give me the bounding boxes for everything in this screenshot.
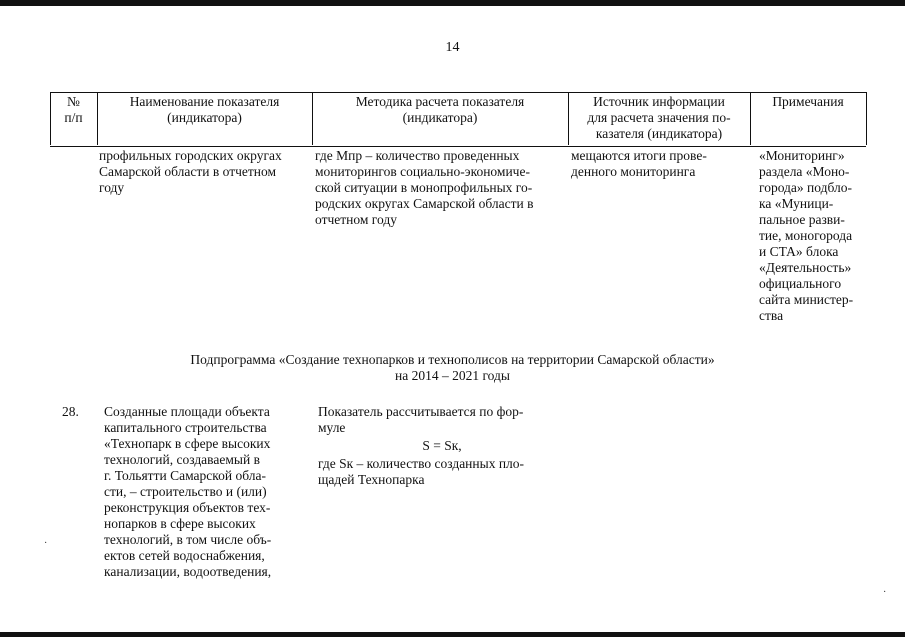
- text-line: мониторингов социально-экономиче-: [315, 164, 530, 179]
- text-line: города» подбло-: [759, 180, 853, 195]
- header-line: п/п: [64, 110, 83, 125]
- row-28-number: 28.: [62, 404, 79, 419]
- formula: S = Sк,: [422, 438, 462, 453]
- page-number: 14: [445, 40, 460, 55]
- scan-speck: ·: [44, 538, 48, 549]
- text-line: канализации, водоотведения,: [104, 564, 272, 579]
- header-line: №: [67, 94, 80, 109]
- cont-method-cell: [315, 148, 567, 228]
- text-line: щадей Технопарка: [318, 472, 425, 487]
- text-line: Созданные площади объекта: [104, 404, 270, 419]
- section-title: [0, 352, 905, 384]
- text-line: где Sк – количество созданных пло-: [318, 456, 525, 471]
- header-line: казателя (индикатора): [595, 126, 723, 141]
- header-line: Примечания: [772, 94, 844, 109]
- text-line: родских округах Самарской области в: [315, 196, 534, 211]
- header-line: для расчета значения по-: [587, 110, 731, 125]
- top-border: [0, 0, 905, 6]
- text-line: муле: [318, 420, 346, 435]
- cont-notes-cell: [759, 148, 866, 324]
- text-line: профильных городских округах: [99, 148, 282, 163]
- text-line: реконструкция объектов тех-: [104, 500, 271, 515]
- text-line: Показатель рассчитывается по фор-: [318, 404, 524, 419]
- text-line: «Мониторинг»: [759, 148, 845, 163]
- text-line: году: [99, 180, 125, 195]
- header-notes: [750, 92, 866, 145]
- scan-speck: ·: [883, 587, 887, 598]
- text-line: мещаются итоги прове-: [571, 148, 707, 163]
- header-line: (индикатора): [167, 110, 242, 125]
- text-line: ка «Муници-: [759, 196, 834, 211]
- section-title-line: на 2014 – 2021 годы: [395, 368, 510, 383]
- text-line: официального: [759, 276, 842, 291]
- text-line: технологий, создаваемый в: [104, 452, 260, 467]
- cont-source-cell: [571, 148, 751, 180]
- text-line: ектов сетей водоснабжения,: [104, 548, 265, 563]
- bottom-border: [0, 632, 905, 637]
- text-line: сти, – строительство и (или): [104, 484, 267, 499]
- header-num: [50, 92, 97, 145]
- text-line: и СТА» блока: [759, 244, 839, 259]
- header-line: Наименование показателя: [129, 94, 280, 109]
- text-line: «Деятельность»: [759, 260, 852, 275]
- text-line: г. Тольятти Самарской обла-: [104, 468, 266, 483]
- text-line: тие, моногорода: [759, 228, 853, 243]
- header-line: Источник информации: [593, 94, 725, 109]
- text-line: отчетном году: [315, 212, 397, 227]
- row-28-name-cell: [104, 404, 307, 580]
- text-line: Самарской области в отчетном: [99, 164, 277, 179]
- header-source: [568, 92, 750, 145]
- header-name: [97, 92, 312, 145]
- text-line: капитального строительства: [104, 420, 267, 435]
- text-line: пальное разви-: [759, 212, 845, 227]
- row-28-method-cell: [318, 404, 566, 488]
- text-line: где Мпр – количество проведенных: [315, 148, 520, 163]
- text-line: «Технопарк в сфере высоких: [104, 436, 271, 451]
- text-line: денного мониторинга: [571, 164, 696, 179]
- table-border-right: [866, 92, 867, 145]
- header-line: (индикатора): [402, 110, 478, 125]
- text-line: технологий, в том числе объ-: [104, 532, 272, 547]
- header-method: [312, 92, 568, 145]
- section-title-line: Подпрограмма «Создание технопарков и технополисов на территории Самарской области»: [190, 352, 715, 367]
- cont-name-cell: [99, 148, 311, 196]
- text-line: ской ситуации в монопрофильных го-: [315, 180, 533, 195]
- text-line: раздела «Моно-: [759, 164, 850, 179]
- text-line: нопарков в сфере высоких: [104, 516, 256, 531]
- header-line: Методика расчета показателя: [355, 94, 525, 109]
- text-line: сайта министер-: [759, 292, 854, 307]
- text-line: ства: [759, 308, 784, 323]
